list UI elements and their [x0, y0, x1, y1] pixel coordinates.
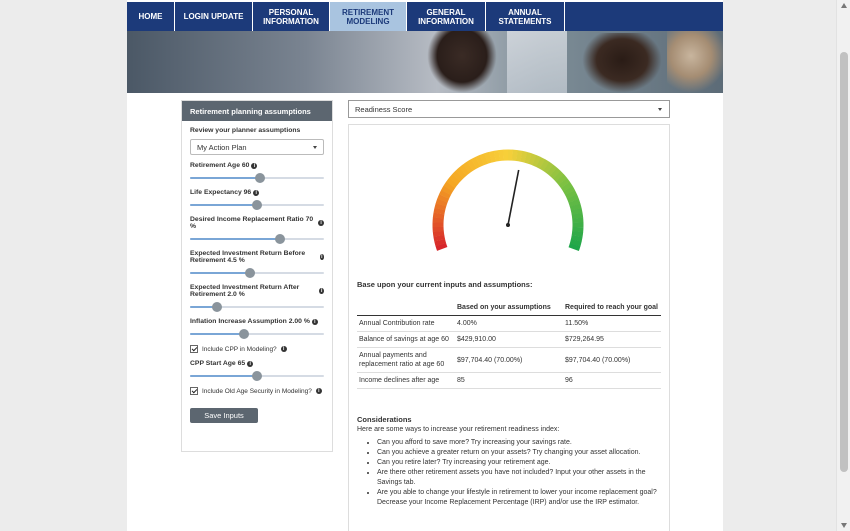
gauge-arc-segment: [517, 156, 522, 157]
cpp-start-slider[interactable]: [190, 371, 324, 381]
info-icon[interactable]: i: [251, 163, 257, 169]
gauge-arc-segment: [534, 160, 538, 162]
income-replacement-label-text: Desired Income Replacement Ratio 70 %: [190, 216, 314, 230]
gauge-arc-segment: [526, 157, 531, 158]
slider-fill: [190, 238, 280, 240]
gauge-arc-segment: [568, 189, 570, 193]
gauge-arc-segment: [557, 175, 560, 178]
gauge-arc-segment: [456, 174, 459, 177]
gauge-arc-segment: [444, 192, 446, 196]
info-icon[interactable]: i: [318, 220, 324, 226]
gauge-arc-segment: [442, 196, 444, 200]
list-item: • Can you afford to save more? Try increasing your savings rate.: [377, 438, 661, 448]
info-icon[interactable]: i: [321, 288, 323, 294]
slider-fill: [190, 272, 250, 274]
page: [127, 0, 723, 531]
main-nav: [127, 2, 723, 31]
slider-fill: [190, 333, 244, 335]
gauge-arc-segment: [439, 236, 440, 241]
panel-title: Retirement planning assumptions: [182, 101, 332, 121]
gauge-arc-segment: [577, 214, 578, 219]
life-expectancy-label: [190, 189, 324, 196]
considerations: [357, 415, 661, 508]
gauge-arc-segment: [438, 213, 439, 218]
income-replacement-slider[interactable]: [190, 234, 324, 244]
nav-item-login-update[interactable]: LOGIN UPDATE: [175, 2, 253, 31]
slider-fill: [190, 177, 260, 179]
cpp-checkbox-label: Include CPP in Modeling?: [202, 345, 277, 353]
table-cell: 11.50%: [563, 316, 661, 332]
table-cell: $97,704.40 (70.00%): [455, 348, 563, 373]
slider-handle[interactable]: [252, 200, 262, 210]
gauge-arc-segment: [576, 236, 577, 241]
scroll-up-icon[interactable]: [841, 3, 847, 8]
considerations-title: Considerations: [357, 415, 412, 424]
score-select[interactable]: [348, 100, 670, 118]
results-panel: [348, 124, 670, 531]
return-after-label: [190, 284, 324, 298]
chevron-down-icon: [658, 108, 662, 111]
results-table: [357, 301, 661, 389]
slider-handle[interactable]: [212, 302, 222, 312]
gauge-arc-segment: [451, 181, 454, 185]
plan-select[interactable]: [190, 139, 324, 155]
return-after-slider[interactable]: [190, 302, 324, 312]
inflation-slider[interactable]: [190, 329, 324, 339]
table-cell: Income declines after age: [357, 373, 455, 389]
slider-handle[interactable]: [255, 173, 265, 183]
gauge-arc-segment: [441, 200, 442, 204]
nav-item-retirement-modeling[interactable]: RETIREMENT MODELING: [330, 2, 407, 31]
slider-handle[interactable]: [239, 329, 249, 339]
scrollbar-thumb[interactable]: [840, 52, 848, 472]
gauge-arc-segment: [441, 244, 442, 248]
gauge-arc-segment: [577, 232, 578, 237]
considerations-list: [357, 438, 661, 508]
return-before-slider[interactable]: [190, 268, 324, 278]
return-before-label-text: Expected Investment Return Before Retirement 4.5 %: [190, 250, 306, 264]
list-item: • Are there other retirement assets you have not included? Input your other assets in the Savings tab.: [377, 468, 661, 488]
gauge-arc-segment: [486, 157, 491, 158]
hero-banner: [127, 31, 723, 93]
list-item: • Can you retire later? Try increasing your retirement age.: [377, 458, 661, 468]
readiness-gauge: [421, 143, 595, 273]
nav-item-general-information[interactable]: GENERAL INFORMATION: [407, 2, 486, 31]
gauge-arc-segment: [550, 169, 554, 172]
gauge-arc-segment: [448, 185, 451, 189]
considerations-intro: Here are some ways to increase your retirement readiness index:: [357, 426, 560, 433]
table-cell: 4.00%: [455, 316, 563, 332]
info-icon[interactable]: i: [321, 254, 323, 260]
info-icon[interactable]: i: [281, 346, 287, 352]
scrollbar[interactable]: [836, 0, 850, 531]
review-label: Review your planner assumptions: [190, 127, 301, 134]
gauge-arc-segment: [495, 156, 500, 157]
return-before-label: [190, 250, 324, 264]
gauge-arc-segment: [482, 158, 486, 160]
table-header: Required to reach your goal: [563, 301, 661, 316]
assumptions-panel: [181, 100, 333, 452]
table-cell: 85: [455, 373, 563, 389]
nav-item-home[interactable]: HOME: [127, 2, 175, 31]
gauge-arc-segment: [560, 178, 563, 182]
table-cell: $429,910.00: [455, 332, 563, 348]
table-header: Based on your assumptions: [455, 301, 563, 316]
nav-item-annual-statements[interactable]: ANNUAL STATEMENTS: [486, 2, 565, 31]
gauge-arc-segment: [530, 159, 534, 161]
nav-item-personal-information[interactable]: PERSONAL INFORMATION: [253, 2, 330, 31]
gauge-arc-segment: [565, 185, 568, 189]
gauge-arc-segment: [439, 209, 440, 214]
table-cell: Annual Contribution rate: [357, 316, 455, 332]
gauge-arc-segment: [574, 245, 575, 249]
gauge-arc-segment: [572, 197, 574, 201]
info-icon[interactable]: i: [312, 319, 318, 325]
info-icon[interactable]: i: [247, 361, 253, 367]
table-cell: Balance of savings at age 60: [357, 332, 455, 348]
life-expectancy-slider[interactable]: [190, 200, 324, 210]
gauge-arc-segment: [470, 164, 474, 166]
inflation-label: [190, 318, 324, 325]
inflation-label-text: Inflation Increase Assumption 2.00 %: [190, 318, 310, 325]
gauge-arc-segment: [575, 205, 576, 210]
list-item: • Can you achieve a greater return on your assets? Try changing your asset allocation.: [377, 448, 661, 458]
return-after-label-text: Expected Investment Return After Retirement 2.0 %: [190, 284, 300, 298]
gauge-arc-segment: [542, 164, 546, 166]
info-icon[interactable]: i: [316, 388, 322, 394]
gauge-arc-segment: [546, 166, 550, 169]
income-replacement-label: [190, 216, 324, 230]
cpp-checkbox-row[interactable]: [190, 345, 324, 353]
gauge-arc-segment: [446, 188, 448, 192]
gauge-arc-segment: [459, 171, 462, 174]
gauge-arc-segment: [474, 162, 478, 164]
slider-handle[interactable]: [275, 234, 285, 244]
table-row: [357, 348, 661, 373]
score-select-value: Readiness Score: [355, 104, 413, 114]
cpp-start-label-text: CPP Start Age 65: [190, 360, 246, 367]
gauge-hub: [506, 223, 510, 227]
oas-checkbox[interactable]: [190, 387, 198, 395]
gauge-needle: [508, 170, 519, 225]
slider-fill: [190, 375, 257, 377]
table-cell: Annual payments and replacement ratio at age 60: [357, 348, 455, 373]
oas-checkbox-label: Include Old Age Security in Modeling?: [202, 387, 312, 395]
retirement-age-label: [190, 162, 324, 169]
gauge-arc-segment: [570, 192, 572, 196]
cpp-checkbox[interactable]: [190, 345, 198, 353]
slider-handle[interactable]: [252, 371, 262, 381]
gauge-arc-segment: [576, 209, 577, 214]
retirement-age-slider[interactable]: [190, 173, 324, 183]
gauge-arc-segment: [440, 240, 441, 245]
table-cell: $97,704.40 (70.00%): [563, 348, 661, 373]
gauge-arc-segment: [575, 240, 576, 245]
gauge-arc-segment: [453, 178, 456, 182]
gauge-arc-segment: [438, 231, 439, 236]
table-cell: $729,264.95: [563, 332, 661, 348]
plan-select-value: My Action Plan: [197, 142, 247, 152]
gauge-arc-segment: [553, 172, 556, 175]
gauge-arc-segment: [466, 166, 470, 169]
table-row: [357, 332, 661, 348]
gauge-arc-segment: [521, 156, 526, 157]
list-item: • Are you able to change your lifestyle in retirement to lower your income replacement goal? Decrease your Income Replacement Percentage (IRP) and/or use the IRP estimator.: [377, 488, 661, 508]
table-cell: 96: [563, 373, 661, 389]
save-inputs-button[interactable]: Save Inputs: [190, 408, 258, 423]
gauge-arc-segment: [574, 201, 575, 205]
gauge-arc-segment: [538, 162, 542, 164]
cpp-start-label: [190, 360, 324, 367]
results-title: Base upon your current inputs and assumptions:: [357, 280, 533, 289]
info-icon[interactable]: i: [253, 190, 259, 196]
gauge-arc-segment: [563, 181, 566, 185]
slider-handle[interactable]: [245, 268, 255, 278]
table-header: [357, 301, 455, 316]
gauge-arc-segment: [463, 169, 467, 172]
oas-checkbox-row[interactable]: [190, 387, 324, 395]
scroll-down-icon[interactable]: [841, 523, 847, 528]
gauge-arc-segment: [440, 205, 441, 210]
retirement-age-label-text: Retirement Age 60: [190, 162, 250, 169]
gauge-arc-segment: [490, 156, 495, 157]
table-row: [357, 373, 661, 389]
table-row: [357, 316, 661, 332]
life-expectancy-label-text: Life Expectancy 96: [190, 189, 252, 196]
slider-fill: [190, 204, 257, 206]
chevron-down-icon: [313, 146, 317, 149]
gauge-arc-segment: [478, 160, 482, 162]
